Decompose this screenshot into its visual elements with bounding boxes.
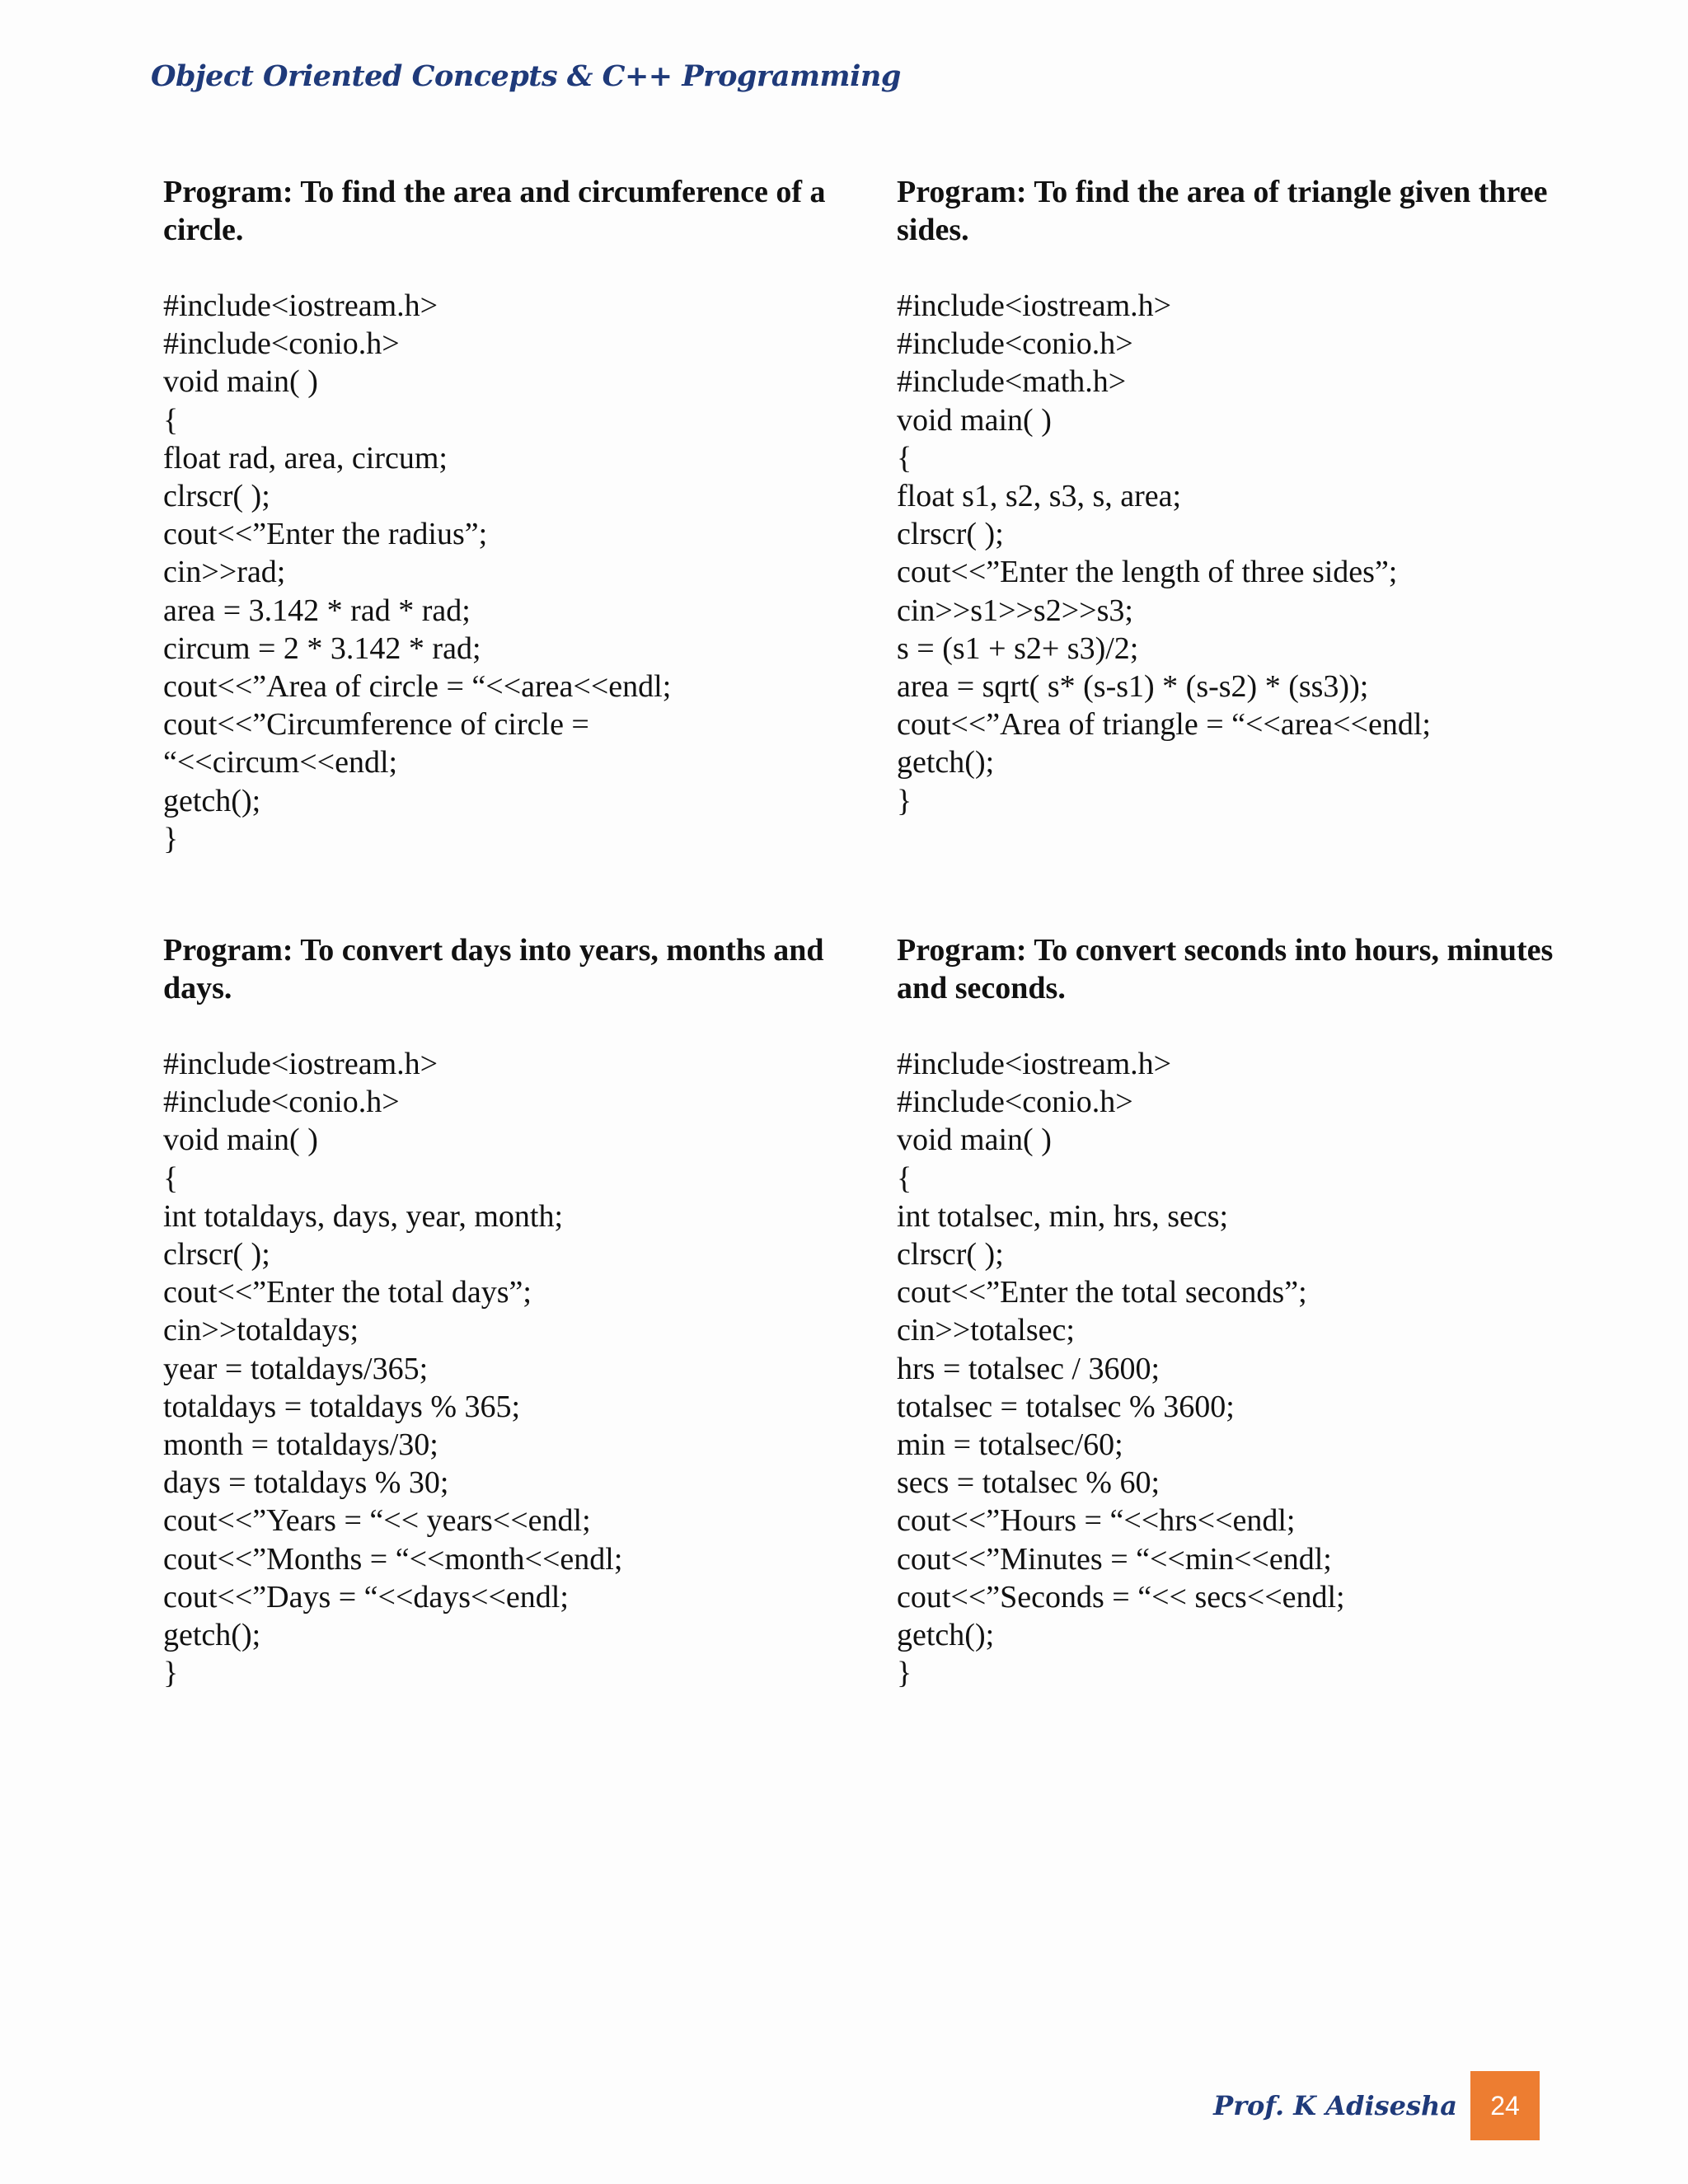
program-block-days — [163, 931, 847, 1692]
code-line: getch(); — [163, 1618, 261, 1653]
code-line: { — [897, 440, 912, 476]
code-line: cin>>s1>>s2>>s3; — [897, 593, 1133, 628]
code-line: cout<<”Days = “<<days<<endl; — [163, 1579, 569, 1615]
code-line: clrscr( ); — [897, 1237, 1004, 1272]
code-line: void main( ) — [163, 1122, 318, 1158]
code-line: secs = totalsec % 60; — [897, 1465, 1160, 1501]
code-line: float s1, s2, s3, s, area; — [897, 479, 1182, 514]
code-line: cout<<”Enter the total seconds”; — [897, 1275, 1307, 1310]
program-title: Program: To find the area and circumference of a circle. — [163, 175, 826, 247]
code-line: getch(); — [163, 783, 261, 818]
code-line: s = (s1 + s2+ s3)/2; — [897, 630, 1139, 666]
code-line: days = totaldays % 30; — [163, 1465, 449, 1501]
code-line: } — [163, 821, 179, 856]
code-line: hrs = totalsec / 3600; — [897, 1351, 1160, 1386]
code-line: circum = 2 * 3.142 * rad; — [163, 630, 481, 666]
code-line: year = totaldays/365; — [163, 1351, 429, 1386]
code-line: #include<iostream.h> — [163, 288, 438, 323]
code-line: clrscr( ); — [163, 1237, 270, 1272]
code-line: cout<<”Seconds = “<< secs<<endl; — [897, 1579, 1345, 1615]
code-listing — [163, 1045, 847, 1692]
code-line: #include<iostream.h> — [163, 1047, 438, 1081]
code-line: int totalsec, min, hrs, secs; — [897, 1198, 1229, 1234]
code-line: cout<<”Enter the radius”; — [163, 517, 488, 552]
code-line: #include<conio.h> — [897, 326, 1133, 362]
code-line: getch(); — [897, 745, 995, 780]
code-line: #include<conio.h> — [163, 1085, 400, 1120]
code-line: cout<<”Enter the length of three sides”; — [897, 555, 1398, 590]
code-line: month = totaldays/30; — [163, 1427, 438, 1463]
program-block-seconds — [897, 931, 1581, 1692]
code-line: cout<<”Area of triangle = “<<area<<endl; — [897, 707, 1431, 743]
code-line: cout<<”Minutes = “<<min<<endl; — [897, 1541, 1332, 1577]
code-line: cout<<”Circumference of circle = — [163, 707, 589, 743]
program-title: Program: To find the area of triangle given three sides. — [897, 175, 1548, 247]
code-line: #include<conio.h> — [897, 1085, 1133, 1120]
code-line: float rad, area, circum; — [163, 440, 448, 476]
code-line: cout<<”Enter the total days”; — [163, 1275, 532, 1310]
code-line: int totaldays, days, year, month; — [163, 1198, 564, 1234]
code-listing — [163, 287, 847, 858]
code-line: area = 3.142 * rad * rad; — [163, 593, 471, 628]
code-line: } — [897, 1656, 912, 1691]
code-listing — [897, 287, 1581, 820]
page-header-title: Object Oriented Concepts & C++ Programming — [151, 59, 901, 93]
code-line: cin>>totalsec; — [897, 1313, 1075, 1348]
program-block-triangle — [897, 173, 1581, 820]
program-block-circle — [163, 173, 847, 858]
code-line: { — [163, 1160, 179, 1196]
code-line: getch(); — [897, 1618, 995, 1653]
program-title: Program: To convert days into years, months and days. — [163, 933, 824, 1005]
code-line: void main( ) — [897, 402, 1052, 438]
code-line: #include<math.h> — [897, 364, 1127, 400]
code-line: cin>>totaldays; — [163, 1313, 359, 1348]
code-line: #include<iostream.h> — [897, 1047, 1172, 1081]
footer-author: Prof. K Adisesha — [1213, 2090, 1457, 2121]
code-line: #include<iostream.h> — [897, 288, 1172, 323]
code-line: totaldays = totaldays % 365; — [163, 1389, 521, 1424]
code-line: #include<conio.h> — [163, 326, 400, 362]
code-line: totalsec = totalsec % 3600; — [897, 1389, 1235, 1424]
code-line: } — [897, 783, 912, 818]
page-number-badge: 24 — [1470, 2071, 1540, 2140]
program-title: Program: To convert seconds into hours, minutes and seconds. — [897, 933, 1554, 1005]
code-line: “<<circum<<endl; — [163, 745, 398, 780]
code-line: { — [897, 1160, 912, 1196]
code-line: void main( ) — [897, 1122, 1052, 1158]
code-line: cout<<”Hours = “<<hrs<<endl; — [897, 1503, 1296, 1539]
code-line: clrscr( ); — [163, 479, 270, 514]
code-line: clrscr( ); — [897, 517, 1004, 552]
code-line: min = totalsec/60; — [897, 1427, 1123, 1463]
code-line: cout<<”Area of circle = “<<area<<endl; — [163, 669, 672, 705]
code-line: area = sqrt( s* (s-s1) * (s-s2) * (ss3)); — [897, 669, 1369, 705]
code-line: cin>>rad; — [163, 555, 286, 590]
code-line: cout<<”Years = “<< years<<endl; — [163, 1503, 591, 1539]
code-line: cout<<”Months = “<<month<<endl; — [163, 1541, 623, 1577]
code-line: void main( ) — [163, 364, 318, 400]
code-line: } — [163, 1656, 179, 1691]
code-line: { — [163, 402, 179, 438]
code-listing — [897, 1045, 1581, 1692]
